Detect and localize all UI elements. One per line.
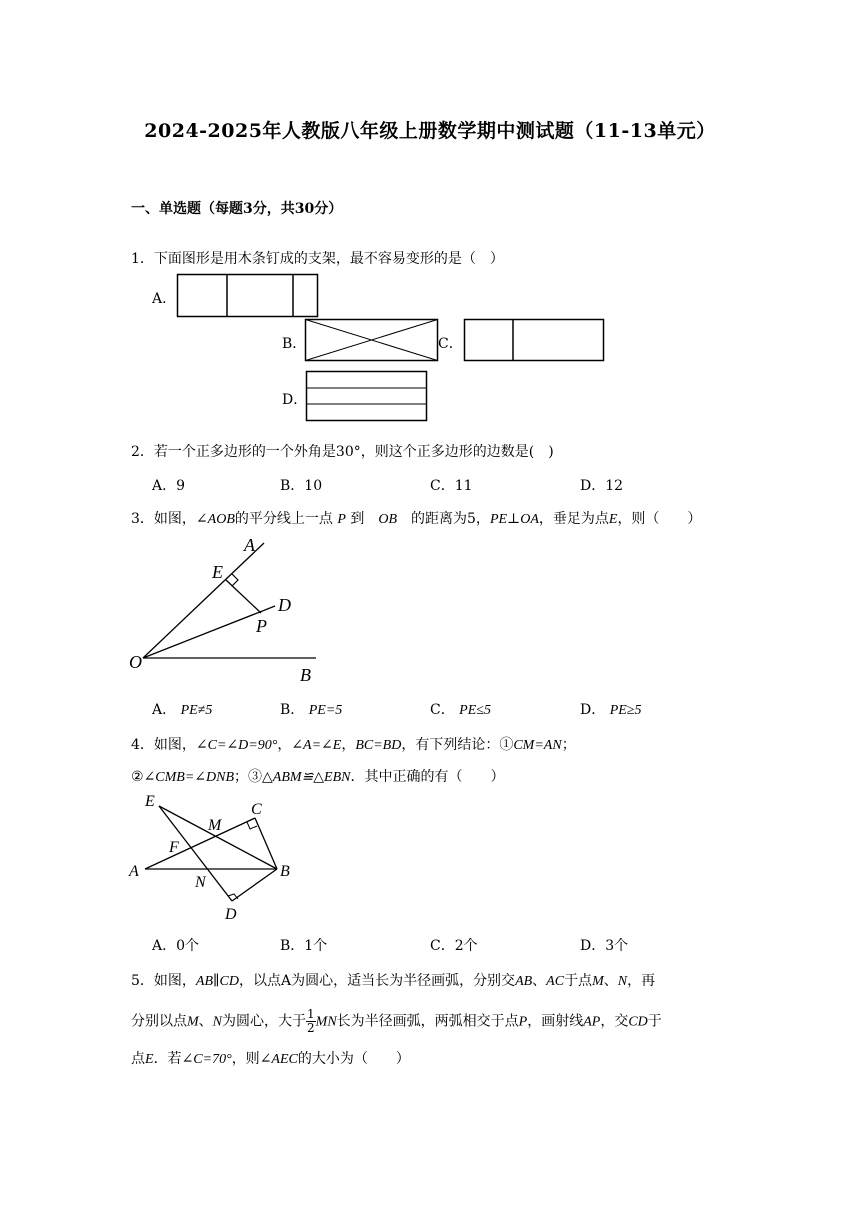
q1-option-a-frame-figure bbox=[176, 273, 319, 319]
fraction-one-half: $\frac{1}{2}$ bbox=[307, 1007, 315, 1035]
section-heading: 一、单选题（每题3分，共30分） bbox=[131, 201, 343, 217]
q4-label-n: N bbox=[195, 874, 206, 891]
question-5-stem-line1: 5．如图，AB∥CD，以点A为圆心，适当长为半径画弧，分别交AB、AC于点M、N，再 bbox=[131, 973, 656, 989]
q1-option-b-frame-figure bbox=[304, 318, 440, 363]
page-title: 2024-2025年人教版八年级上册数学期中测试题（11-13单元） bbox=[144, 120, 716, 142]
q4-option-b[interactable]: B．1个 bbox=[280, 938, 328, 954]
q3-option-b[interactable]: B． PE=5 bbox=[280, 702, 343, 718]
q1-option-d-label[interactable]: D． bbox=[282, 392, 308, 408]
q2-option-a[interactable]: A．9 bbox=[152, 478, 186, 494]
question-4-stem-line2: ②∠CMB=∠DNB；③△ABM≌△EBN．其中正确的有（ ） bbox=[131, 769, 505, 785]
question-3-stem: 3．如图，∠AOB的平分线上一点 P 到 OB 的距离为5，PE⊥OA，垂足为点E，则（ ） bbox=[131, 511, 702, 527]
q4-label-f: F bbox=[169, 839, 179, 856]
q4-label-d: D bbox=[225, 906, 237, 923]
q4-label-m: M bbox=[208, 817, 222, 834]
q3-label-a: A bbox=[244, 535, 255, 555]
q1-option-c-label[interactable]: C． bbox=[438, 336, 463, 352]
q3-angle-bisector-figure bbox=[126, 533, 326, 685]
q3-label-b: B bbox=[300, 665, 311, 685]
q1-option-c-frame-figure bbox=[463, 318, 606, 363]
q2-option-c[interactable]: C．11 bbox=[430, 478, 473, 494]
q3-label-p: P bbox=[256, 616, 267, 636]
q4-label-a: A bbox=[129, 863, 139, 880]
q1-option-b-label[interactable]: B． bbox=[282, 336, 307, 352]
q3-label-d: D bbox=[278, 595, 291, 615]
q4-congruent-triangles-figure bbox=[126, 792, 301, 924]
q3-option-a[interactable]: A． PE≠5 bbox=[152, 702, 213, 718]
question-2-stem: 2．若一个正多边形的一个外角是30°，则这个正多边形的边数是( ) bbox=[131, 444, 554, 460]
q4-label-e: E bbox=[145, 793, 155, 810]
question-5-stem-line2: 分别以点M、N为圆心，大于 $\frac{1}{2}$ MN长为半径画弧，两弧相交于点P，画射线AP，交CD于 bbox=[131, 1007, 662, 1035]
q1-option-d-frame-figure bbox=[305, 370, 429, 423]
q3-option-c[interactable]: C． PE≤5 bbox=[430, 702, 491, 718]
q4-label-c: C bbox=[251, 801, 262, 818]
q1-option-a-label[interactable]: A． bbox=[152, 291, 177, 307]
q4-option-a[interactable]: A．0个 bbox=[152, 938, 200, 954]
q3-option-d[interactable]: D． PE≥5 bbox=[580, 702, 642, 718]
q3-label-e: E bbox=[212, 562, 223, 582]
question-4-stem-line1: 4．如图，∠C=∠D=90°，∠A=∠E，BC=BD，有下列结论：①CM=AN； bbox=[131, 737, 576, 753]
q2-option-b[interactable]: B．10 bbox=[280, 478, 323, 494]
question-5-stem-line3: 点E．若∠C=70°，则∠AEC的大小为（ ） bbox=[131, 1051, 410, 1067]
q4-label-b: B bbox=[280, 863, 290, 880]
q4-option-c[interactable]: C．2个 bbox=[430, 938, 478, 954]
q3-label-o: O bbox=[129, 652, 142, 672]
q4-option-d[interactable]: D．3个 bbox=[580, 938, 629, 954]
question-1-stem: 1．下面图形是用木条钉成的支架，最不容易变形的是（ ） bbox=[131, 251, 504, 267]
q2-option-d[interactable]: D．12 bbox=[580, 478, 624, 494]
